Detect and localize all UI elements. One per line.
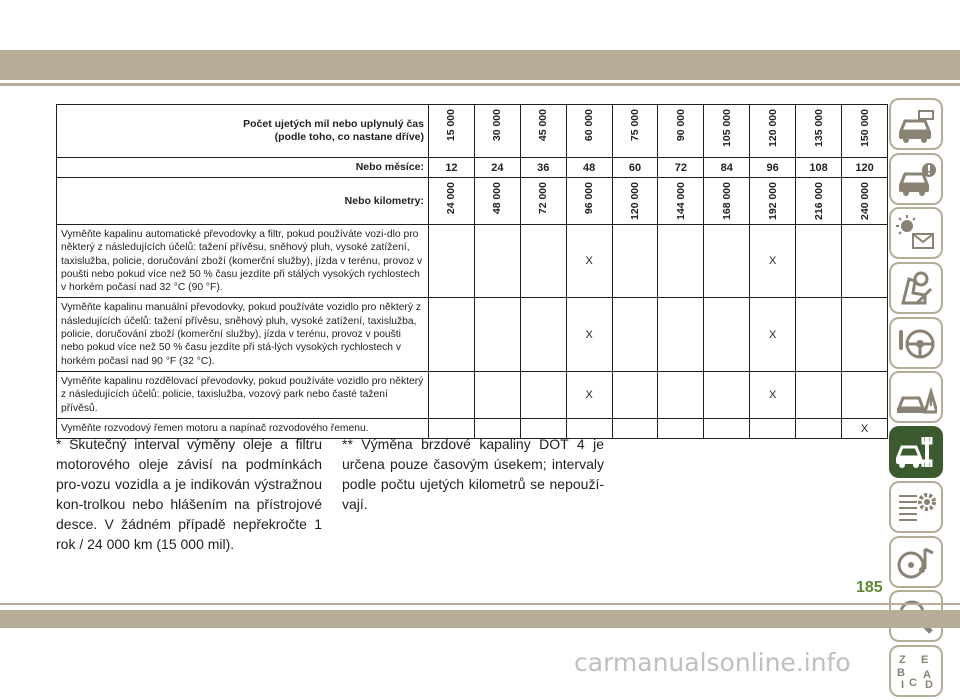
months-header-8: 108 [796, 158, 842, 178]
chapter-tab-car-exclamation[interactable] [889, 153, 943, 205]
service-mark: X [750, 298, 796, 371]
service-mark: X [566, 298, 612, 371]
km-header-text: 48 000 [491, 182, 504, 215]
months-header-7: 96 [750, 158, 796, 178]
miles-header-6 [704, 105, 750, 158]
bottom-band [0, 610, 960, 628]
service-mark [612, 371, 658, 418]
service-mark: X [566, 225, 612, 298]
car-wrench-icon [895, 433, 937, 471]
miles-header-text: 60 000 [583, 109, 596, 142]
chapter-tab-specifications-gear[interactable] [889, 481, 943, 533]
miles-header-text: 120 000 [766, 109, 779, 147]
km-header-3 [566, 178, 612, 225]
months-header-2: 36 [520, 158, 566, 178]
service-mark: X [842, 418, 888, 438]
chapter-tab-car-info[interactable] [889, 98, 943, 150]
km-header-text: 216 000 [812, 182, 825, 220]
service-mark [796, 225, 842, 298]
service-mark [704, 418, 750, 438]
months-header-5: 72 [658, 158, 704, 178]
km-header-text: 120 000 [629, 182, 641, 220]
months-header-3: 48 [566, 158, 612, 178]
miles-header-text: 135 000 [812, 109, 825, 147]
specifications-gear-icon [895, 488, 937, 526]
km-header-0 [429, 178, 475, 225]
months-header-9: 120 [842, 158, 888, 178]
svg-text:Z: Z [899, 653, 906, 666]
car-exclamation-icon [895, 160, 937, 198]
service-mark [429, 298, 475, 371]
service-mark [704, 371, 750, 418]
miles-label [57, 105, 429, 158]
warning-lights-icon [895, 214, 937, 252]
km-header-text: 96 000 [583, 182, 596, 215]
months-header-1: 24 [474, 158, 520, 178]
km-header-text: 192 000 [766, 182, 779, 220]
service-mark [474, 225, 520, 298]
service-description: Vyměňte kapalinu manuální převodovky, pokud používáte vozidlo pro některý z následujících účelů: tažení přívěsu, sněhový pluh, vysoké zatížení, taxislužba, policie, doručování zboží (komerční služby), jízda v terénu, provoz v poušti nebo pokud více než 50 % času jezdíte při stá-lých vysokých rychlostech v horkém počasí nad 90 °F (32 °C). [57, 298, 429, 371]
chapter-tab-multimedia-music[interactable] [889, 536, 943, 588]
service-mark: X [750, 225, 796, 298]
chapter-tab-car-breakdown[interactable] [889, 371, 943, 423]
km-header-9 [842, 178, 888, 225]
service-mark [796, 418, 842, 438]
miles-header-text: 15 000 [445, 109, 458, 142]
service-mark [612, 225, 658, 298]
km-header-8 [796, 178, 842, 225]
watermark: carmanualsonline.info [574, 648, 851, 677]
miles-label-line1: Počet ujetých mil nebo uplynulý čas [243, 118, 424, 130]
km-header-text: 144 000 [674, 182, 687, 220]
service-mark [474, 298, 520, 371]
service-mark [750, 418, 796, 438]
service-mark [474, 371, 520, 418]
miles-header-8 [796, 105, 842, 158]
miles-header-0 [429, 105, 475, 158]
km-header-text: 24 000 [445, 182, 458, 215]
months-header-6: 84 [704, 158, 750, 178]
multimedia-music-icon [895, 543, 937, 581]
service-mark [658, 418, 704, 438]
chapter-tab-airbag-seat[interactable] [889, 262, 943, 314]
chapter-tab-alphabetical-index[interactable] [889, 645, 943, 697]
km-header-2 [520, 178, 566, 225]
miles-header-7 [750, 105, 796, 158]
service-mark [520, 225, 566, 298]
miles-header-1 [474, 105, 520, 158]
km-row [57, 178, 888, 225]
service-description: Vyměňte kapalinu automatické převodovky a filtr, pokud používáte vozi-dlo pro některý z následujících účelů: tažení přívěsu, sněhový pluh, vysoké zatížení, taxislužba, policie, doručování zboží (komerční služby), jízda v terénu, provoz v poušti nebo pokud více než 50 % času jezdíte při stálých vysokých rychlostech v horkém počasí nad 32 °C (90 °F). [57, 225, 429, 298]
service-mark [704, 225, 750, 298]
miles-header-4 [612, 105, 658, 158]
months-header-4: 60 [612, 158, 658, 178]
service-mark [842, 225, 888, 298]
alphabetical-index-icon [895, 652, 937, 690]
service-mark [612, 418, 658, 438]
miles-header-text: 105 000 [720, 109, 733, 147]
service-mark [612, 298, 658, 371]
miles-header-text: 90 000 [674, 109, 687, 142]
km-header-4 [612, 178, 658, 225]
months-header-0: 12 [429, 158, 475, 178]
miles-row [57, 105, 888, 158]
service-mark [658, 225, 704, 298]
miles-header-2 [520, 105, 566, 158]
service-mark [520, 371, 566, 418]
miles-header-text: 150 000 [858, 109, 871, 147]
table-row [57, 371, 888, 418]
km-header-text: 240 000 [858, 182, 871, 220]
miles-header-9 [842, 105, 888, 158]
service-mark [520, 298, 566, 371]
service-mark: X [566, 371, 612, 418]
service-mark: X [750, 371, 796, 418]
table-row [57, 298, 888, 371]
maintenance-schedule-table [56, 104, 888, 439]
car-breakdown-icon [895, 378, 937, 416]
months-row [57, 158, 888, 178]
km-header-text: 168 000 [720, 182, 733, 220]
chapter-tab-warning-lights[interactable] [889, 207, 943, 259]
service-mark [796, 298, 842, 371]
chapter-tab-car-wrench[interactable] [889, 426, 943, 478]
footnote-oil-interval: * Skutečný interval výměny oleje a filtru motorového oleje závisí na podmínkách pro-vozu vozidla a je indikován výstražnou kon-trolkou nebo hlášením na přístrojové desce. V žádném případě nepřekročte 1 rok / 24 000 km (15 000 mil). [56, 436, 322, 552]
service-description: Vyměňte rozvodový řemen motoru a napínač rozvodového řemenu. [57, 418, 429, 438]
service-mark [429, 371, 475, 418]
service-mark [658, 298, 704, 371]
months-label: Nebo měsíce: [57, 158, 429, 178]
svg-text:C: C [909, 676, 917, 689]
service-mark [704, 298, 750, 371]
service-mark [429, 225, 475, 298]
svg-text:D: D [925, 678, 933, 690]
page-number: 185 [856, 579, 883, 596]
km-header-5 [658, 178, 704, 225]
km-header-6 [704, 178, 750, 225]
service-mark [658, 371, 704, 418]
service-mark [842, 298, 888, 371]
bottom-band-line [0, 603, 960, 605]
miles-label-line2: (podle toho, co nastane dříve) [274, 131, 424, 143]
service-mark [796, 371, 842, 418]
miles-header-5 [658, 105, 704, 158]
miles-header-3 [566, 105, 612, 158]
svg-text:I: I [901, 678, 905, 690]
miles-header-text: 75 000 [629, 109, 641, 142]
airbag-seat-icon [895, 269, 937, 307]
table-row [57, 225, 888, 298]
km-label: Nebo kilometry: [57, 178, 429, 225]
svg-text:A: A [923, 668, 931, 681]
chapter-tab-steering-wheel[interactable] [889, 317, 943, 369]
top-band [0, 50, 960, 80]
steering-wheel-icon [895, 324, 937, 362]
svg-text:B: B [897, 666, 905, 679]
miles-header-text: 30 000 [491, 109, 504, 142]
car-info-icon [895, 105, 937, 143]
top-band-line [0, 83, 960, 86]
km-header-7 [750, 178, 796, 225]
km-header-text: 72 000 [537, 182, 550, 215]
service-mark [842, 371, 888, 418]
svg-text:E: E [921, 653, 929, 666]
km-header-1 [474, 178, 520, 225]
footnote-brake-fluid: ** Výměna brzdové kapaliny DOT 4 je určena pouze časovým úsekem; intervaly podle počtu ujetých kilometrů se nepouží-vají. [342, 436, 604, 512]
miles-header-text: 45 000 [537, 109, 550, 142]
service-description: Vyměňte kapalinu rozdělovací převodovky, pokud používáte vozidlo pro některý z následujících účelů: policie, taxislužba, vozový park nebo časté tažení přívěsů. [57, 371, 429, 418]
